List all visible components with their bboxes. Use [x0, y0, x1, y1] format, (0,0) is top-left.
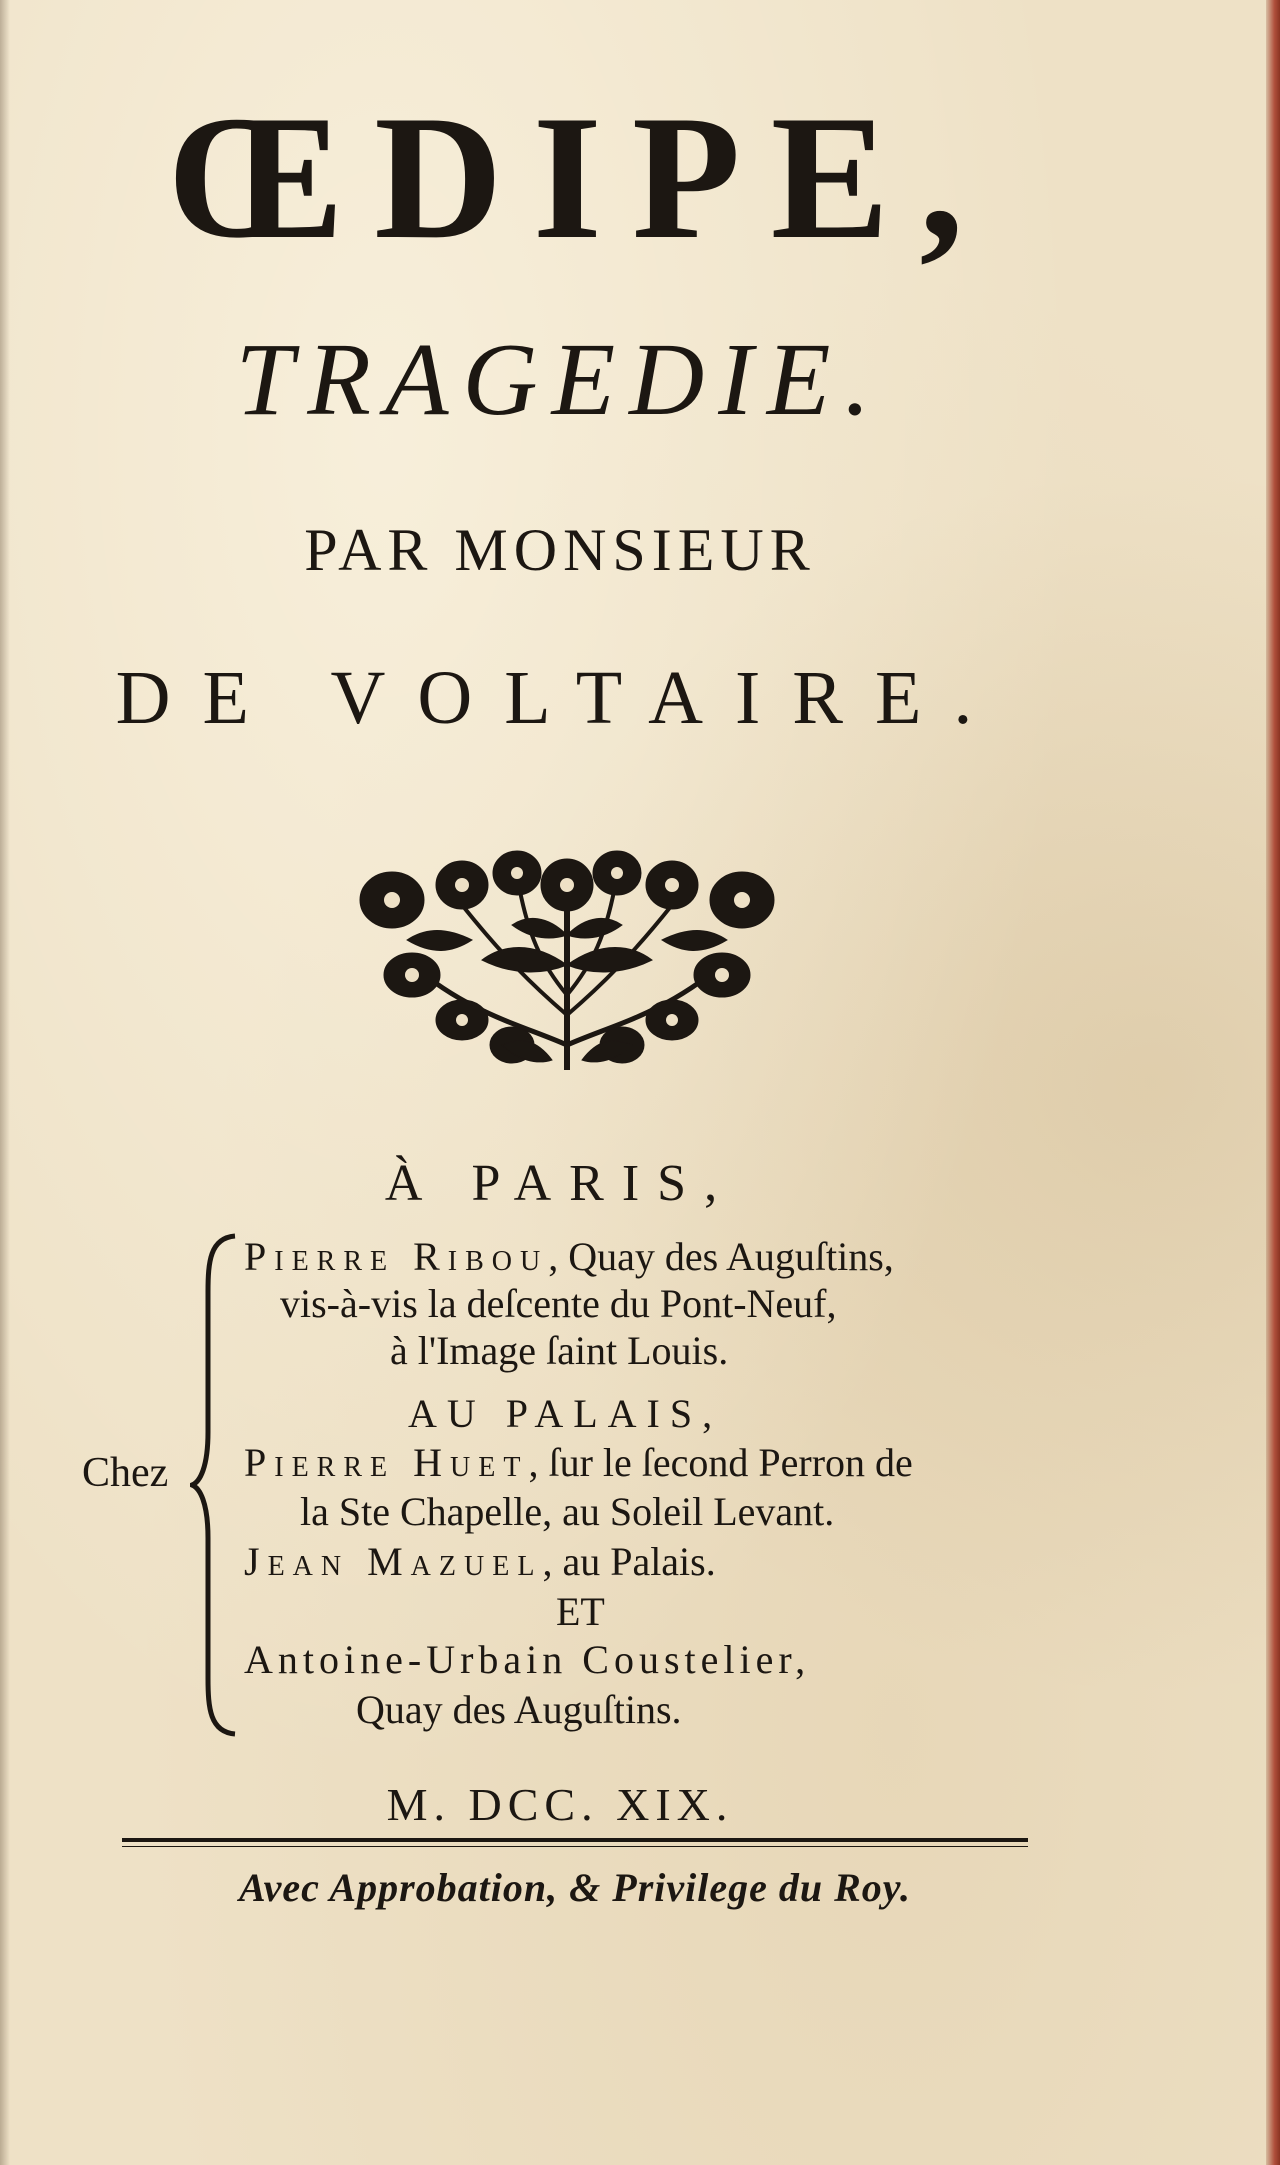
royal-privilege: Avec Approbation, & Privilege du Roy.: [238, 1865, 912, 1910]
imprint-line-1-rest: , Quay des Auguſtins,: [548, 1234, 894, 1279]
imprint-line-2: vis-à-vis la deſcente du Pont-Neuf,: [280, 1281, 837, 1326]
imprint-line-5-rest: , ſur le ſecond Perron de: [528, 1440, 913, 1485]
publication-date: M. DCC. XIX.: [386, 1779, 734, 1830]
floral-bouquet-ornament-icon: [352, 845, 782, 1075]
book-title: ŒDIPE,: [166, 78, 994, 276]
imprint-line-1: [244, 1234, 1044, 1279]
horizontal-rule: [122, 1838, 1028, 1842]
printer-name-huet: Pierre Huet: [244, 1440, 529, 1485]
imprint-line-5: [244, 1440, 1064, 1485]
byline: PAR MONSIEUR: [304, 517, 816, 583]
page-right-edge-red: [1266, 0, 1280, 2165]
imprint-line-9: Antoine-Urbain Coustelier,: [244, 1637, 811, 1682]
horizontal-rule-thin: [122, 1846, 1028, 1847]
imprint-place: À PARIS,: [384, 1155, 736, 1212]
imprint-line-3: à l'Image ſaint Louis.: [390, 1328, 729, 1373]
author-name: DE VOLTAIRE.: [115, 656, 1005, 740]
curly-brace-icon: [190, 1232, 250, 1738]
imprint-line-7-rest: , au Palais.: [542, 1539, 716, 1584]
printer-name-mazuel: Jean Mazuel: [244, 1539, 543, 1584]
imprint-chez: Chez: [82, 1450, 169, 1496]
printer-name-ribou: Pierre Ribou: [244, 1234, 549, 1279]
imprint-et: ET: [556, 1589, 605, 1634]
page-left-edge-shadow: [0, 0, 10, 2165]
imprint-line-7: [244, 1539, 944, 1584]
book-subtitle: TRAGEDIE.: [235, 322, 885, 437]
imprint-line-6: la Ste Chapelle, au Soleil Levant.: [300, 1489, 835, 1534]
imprint-line-10: Quay des Auguſtins.: [356, 1687, 682, 1732]
imprint-au-palais: AU PALAIS,: [408, 1391, 723, 1436]
